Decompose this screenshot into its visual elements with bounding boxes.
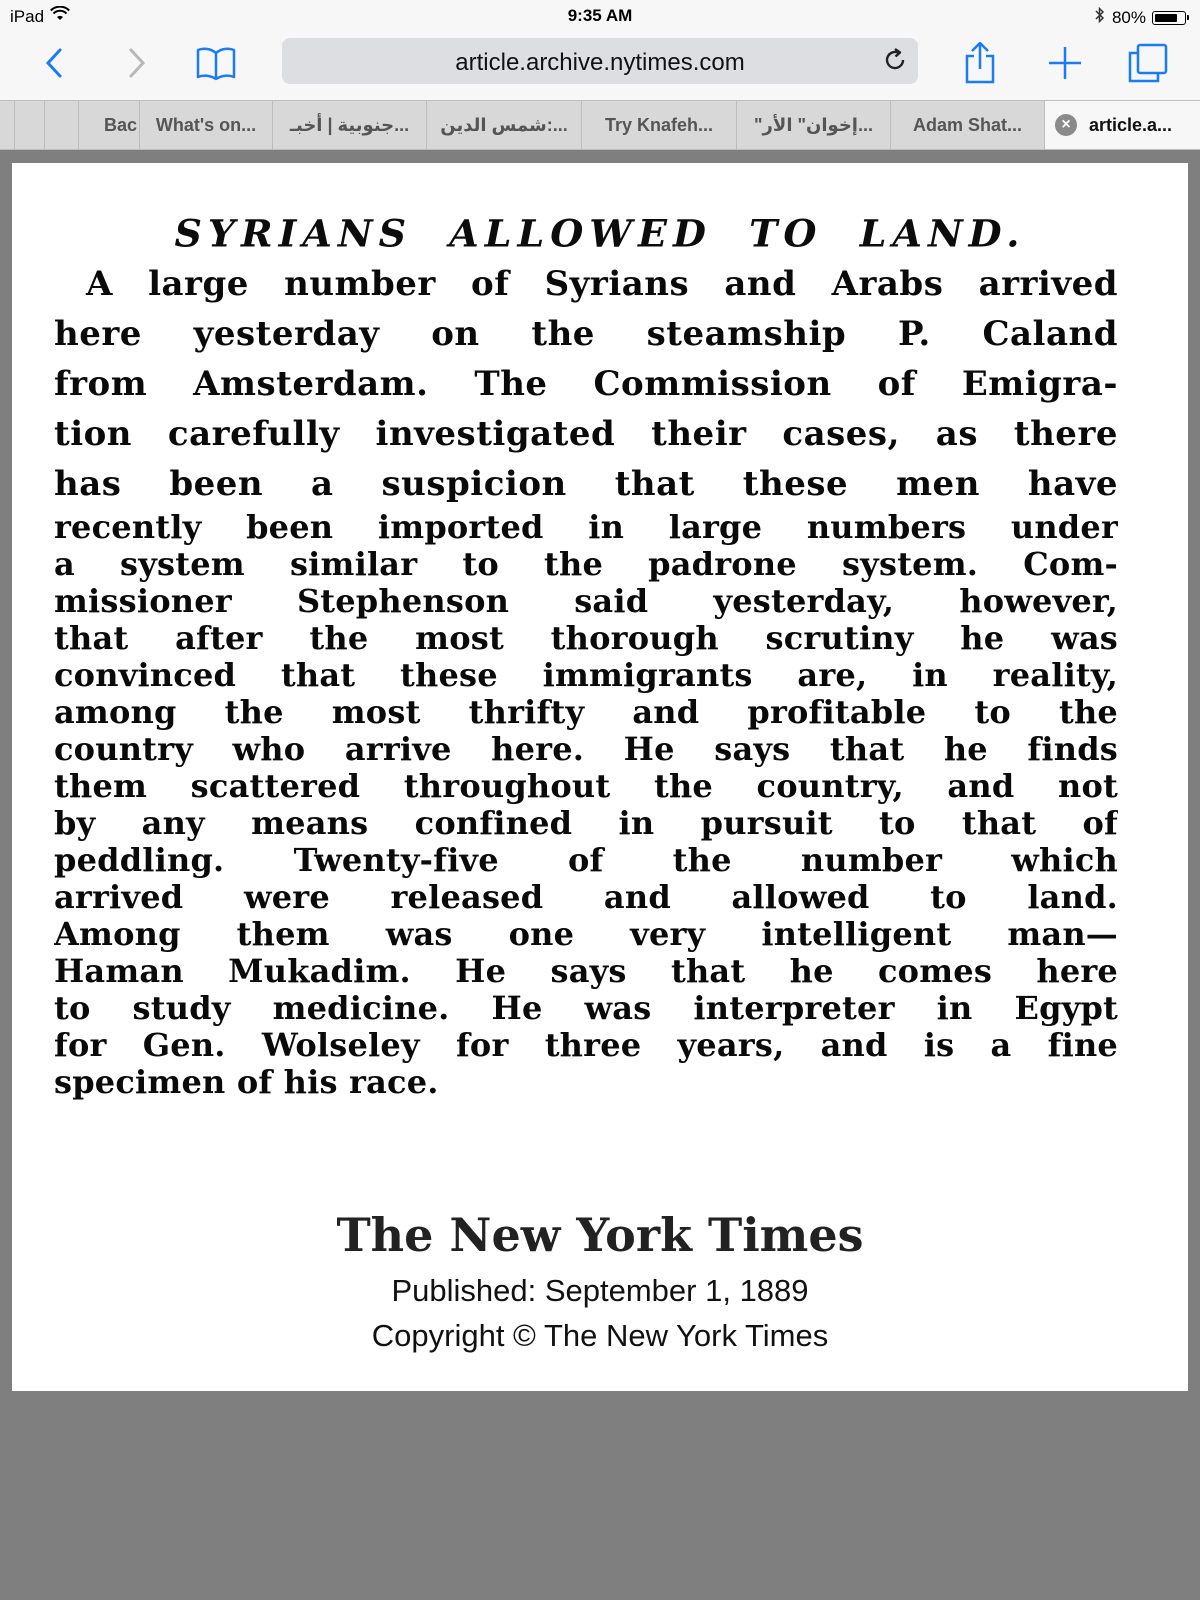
bookmarks-button[interactable] bbox=[194, 40, 238, 86]
tab-item[interactable]: شمس الدين:... bbox=[427, 101, 582, 149]
article-line: Haman Mukadim. He says that he comes here bbox=[54, 953, 1118, 990]
tabs-overview-button[interactable] bbox=[1126, 40, 1170, 86]
article-line: tion carefully investigated their cases, as there bbox=[54, 414, 1118, 454]
device-name: iPad bbox=[10, 6, 45, 26]
share-button[interactable] bbox=[958, 40, 1002, 86]
article-line: has been a suspicion that these men have bbox=[54, 464, 1118, 504]
article-line: missioner Stephenson said yesterday, however, bbox=[54, 583, 1118, 620]
article-line: recently been imported in large numbers under bbox=[54, 509, 1118, 546]
article-line: them scattered throughout the country, and not bbox=[54, 768, 1118, 805]
close-tab-icon[interactable]: × bbox=[1055, 114, 1077, 136]
article-line: for Gen. Wolseley for three years, and is a fine bbox=[54, 1027, 1118, 1064]
browser-toolbar bbox=[0, 32, 1200, 100]
url-text: article.archive.nytimes.com bbox=[455, 49, 745, 76]
article-line: Among them was one very intelligent man— bbox=[54, 916, 1118, 953]
published-date: Published: September 1, 1889 bbox=[391, 1273, 809, 1308]
tab-item[interactable]: Bac bbox=[78, 101, 140, 149]
article-line: to study medicine. He was interpreter in Egypt bbox=[54, 990, 1118, 1027]
article-headline: SYRIANS ALLOWED TO LAND. bbox=[174, 211, 1026, 256]
back-button[interactable] bbox=[32, 40, 76, 86]
article-line: among the most thrifty and profitable to the bbox=[54, 694, 1118, 731]
article-line: a system similar to the padrone system. Com- bbox=[54, 546, 1118, 583]
article-body bbox=[54, 259, 1118, 1101]
copyright-notice: Copyright © The New York Times bbox=[371, 1318, 829, 1353]
tab-item[interactable]: Try Knafeh... bbox=[582, 101, 737, 149]
article-page bbox=[12, 163, 1188, 1391]
article-line: convinced that these immigrants are, in reality, bbox=[54, 657, 1118, 694]
tab-item[interactable]: جنوبية | أخبـ... bbox=[273, 101, 427, 149]
article-line: country who arrive here. He says that he finds bbox=[54, 731, 1118, 768]
status-bar bbox=[0, 0, 1200, 32]
article-line: arrived were released and allowed to land. bbox=[54, 879, 1118, 916]
article-line: by any means confined in pursuit to that of bbox=[54, 805, 1118, 842]
plus-icon bbox=[1048, 46, 1082, 80]
bluetooth-icon bbox=[1094, 6, 1106, 29]
share-icon bbox=[963, 42, 997, 84]
reload-icon[interactable] bbox=[882, 47, 908, 78]
article-line: that after the most thorough scrutiny he was bbox=[54, 620, 1118, 657]
article-line: specimen of his race. bbox=[54, 1064, 439, 1101]
article-line: here yesterday on the steamship P. Caland bbox=[54, 314, 1118, 354]
status-right bbox=[1094, 6, 1186, 29]
battery-icon bbox=[1152, 11, 1186, 25]
tab-item[interactable]: "إخوان" الأر... bbox=[737, 101, 891, 149]
chevron-right-icon bbox=[127, 47, 147, 79]
active-tab-label: article.a... bbox=[1089, 115, 1173, 135]
battery-fill bbox=[1155, 14, 1177, 22]
new-tab-button[interactable] bbox=[1043, 40, 1087, 86]
forward-button[interactable] bbox=[115, 40, 159, 86]
address-bar[interactable] bbox=[282, 38, 918, 84]
book-icon bbox=[195, 45, 237, 81]
tab-item[interactable]: Adam Shat... bbox=[891, 101, 1045, 149]
tabs-icon bbox=[1128, 43, 1168, 83]
tab-stack-edge[interactable] bbox=[0, 101, 15, 149]
tab-item-active[interactable] bbox=[1045, 101, 1200, 149]
article-line: peddling. Twenty-five of the number which bbox=[54, 842, 1118, 879]
tab-strip bbox=[0, 100, 1200, 150]
tab-item[interactable]: What's on... bbox=[140, 101, 273, 149]
nyt-masthead: The New York Times bbox=[336, 1208, 864, 1262]
battery-percent: 80% bbox=[1111, 7, 1146, 27]
article-line: from Amsterdam. The Commission of Emigra- bbox=[54, 364, 1118, 404]
chevron-left-icon bbox=[44, 47, 64, 79]
tab-stack-edge[interactable] bbox=[44, 101, 79, 149]
article-line: A large number of Syrians and Arabs arrived bbox=[86, 264, 1118, 304]
tab-stack-edge[interactable] bbox=[14, 101, 45, 149]
status-time: 9:35 AM bbox=[567, 6, 633, 25]
